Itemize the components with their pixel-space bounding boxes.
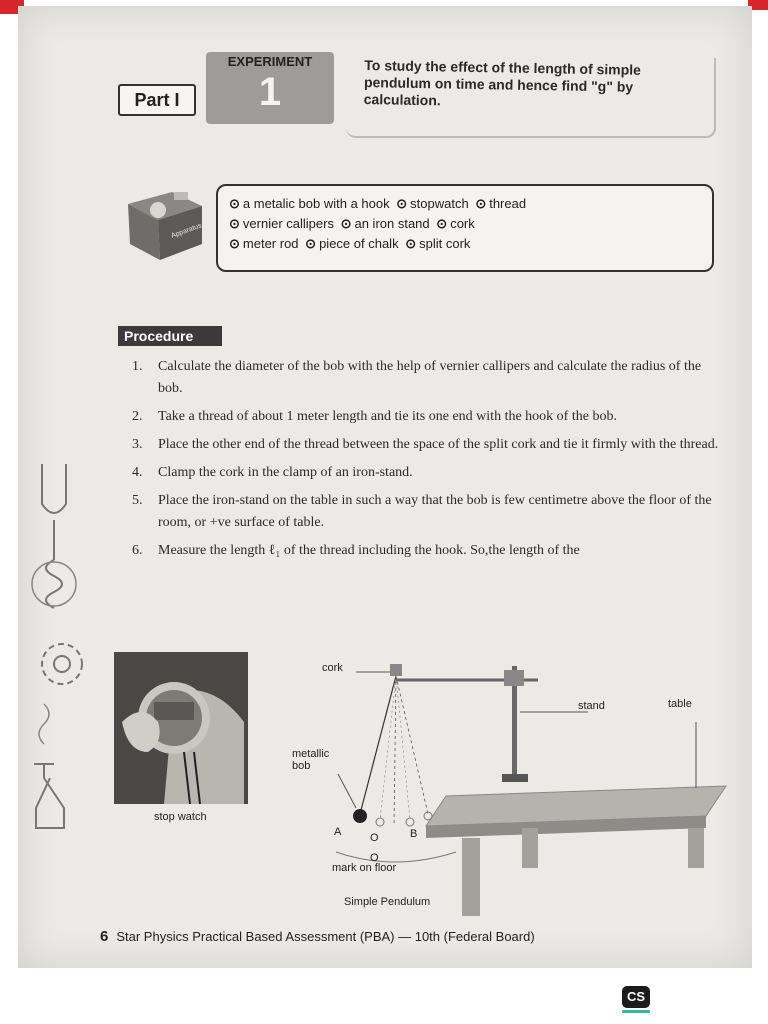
page-number: 6 (100, 928, 109, 945)
apparatus-item: piece of chalk (319, 236, 399, 251)
photo-caption: stop watch (154, 811, 207, 823)
camscanner-badge-icon: CS (622, 986, 650, 1008)
label-table: table (668, 698, 692, 710)
page-footer (100, 928, 720, 945)
apparatus-row-3: ⊙ meter rod ⊙ piece of chalk ⊙ split cork (229, 236, 471, 251)
label-o-floor: O (370, 852, 379, 864)
procedure-step: 3. Place the other end of the thread between the space of the split cork and tie it firmly with the thread. (132, 437, 719, 452)
label-a: A (334, 826, 342, 838)
procedure-step: 5. Place the iron-stand on the table in such a way that the bob is few centimetre above the floor of the room, or +ve surface of table. (132, 493, 712, 530)
procedure-step: 2. Take a thread of about 1 meter length and tie its one end with the hook of the bob. (132, 409, 617, 424)
diagram-caption: Simple Pendulum (344, 896, 431, 908)
apparatus-item: a metalic bob with a hook (242, 196, 390, 211)
label-mark-on-floor: mark on floor (332, 862, 397, 874)
apparatus-item: meter rod (242, 236, 299, 251)
label-b: B (410, 828, 418, 840)
book-page (18, 6, 752, 968)
margin-decoration-icon (24, 464, 94, 844)
procedure-step: 6. Measure the length ℓ₁ of the thread including the hook. So,the length of the (132, 543, 580, 558)
apparatus-item: vernier callipers (242, 216, 334, 231)
camscanner-underline (622, 1010, 650, 1013)
apparatus-item: split cork (419, 236, 471, 251)
apparatus-item: stopwatch (410, 196, 469, 211)
apparatus-row-2: ⊙ vernier callipers ⊙ an iron stand ⊙ cork (229, 216, 475, 231)
part-label: Part I (118, 84, 196, 116)
apparatus-item: cork (450, 216, 475, 231)
apparatus-item: an iron stand (354, 216, 430, 231)
footer-text: Star Physics Practical Based Assessment (PBA) — 10th (Federal Board) (116, 929, 535, 944)
stopwatch-photo (114, 652, 248, 804)
apparatus-icon-text: Apparatus (170, 222, 203, 240)
experiment-title: To study the effect of the length of simple pendulum on time and hence find "g" by calculation. (363, 57, 642, 109)
experiment-number: 1 (258, 70, 282, 114)
label-stand: stand (578, 700, 605, 712)
apparatus-item: thread (489, 196, 527, 211)
procedure-step: 1. Calculate the diameter of the bob with the help of vernier callipers and calculate the radius of the bob. (132, 359, 702, 396)
label-o: O (370, 832, 379, 844)
procedure-steps (132, 356, 720, 568)
experiment-badge (206, 52, 334, 124)
procedure-heading: Procedure (118, 326, 222, 346)
apparatus-row-1: ⊙ a metalic bob with a hook ⊙ stopwatch ⊙ thread (229, 196, 527, 211)
label-bob: metallic bob (292, 748, 330, 772)
pendulum-diagram (276, 646, 736, 926)
experiment-label: EXPERIMENT (227, 54, 313, 69)
label-cork: cork (322, 662, 343, 674)
apparatus-box-icon (122, 182, 206, 262)
procedure-step: 4. Clamp the cork in the clamp of an iron-stand. (132, 465, 413, 480)
